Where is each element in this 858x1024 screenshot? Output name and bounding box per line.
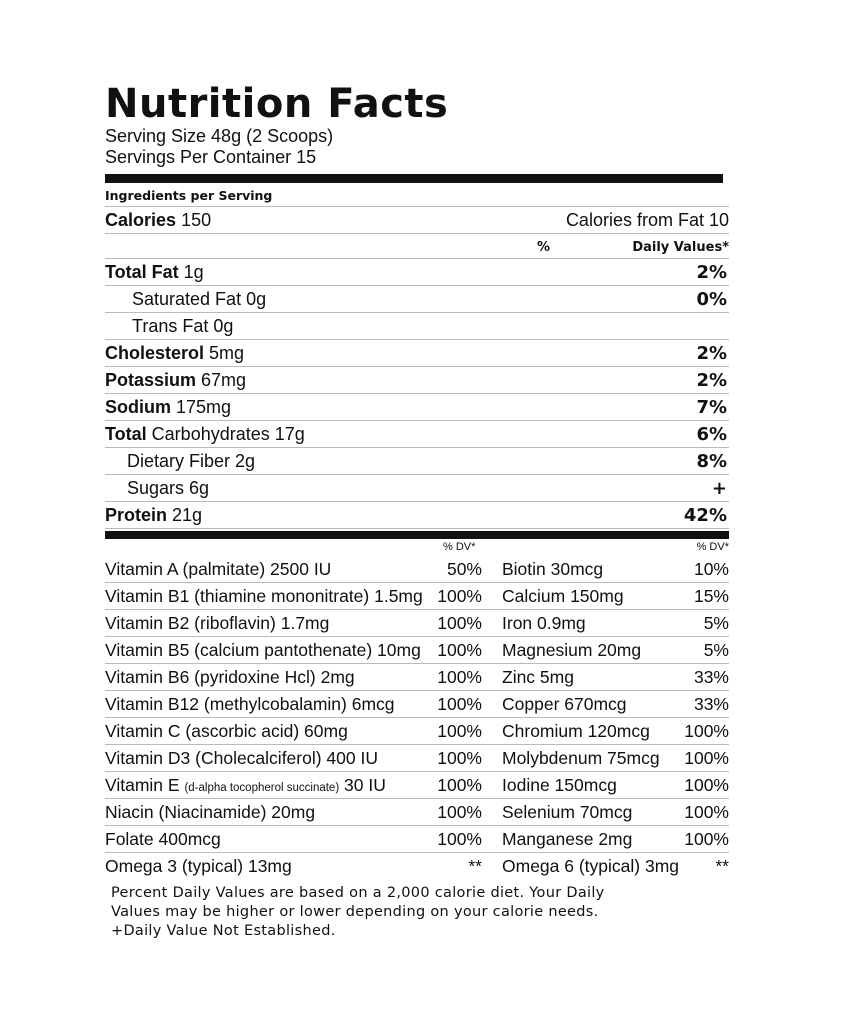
vitamin-dv-left: 100% <box>437 774 482 795</box>
vitamin-name-text: Niacin (Niacinamide) 20mg <box>105 801 316 822</box>
vitamin-name-text: Vitamin B5 (calcium pantothenate) 10mg <box>105 639 421 660</box>
nutrient-amount: Trans Fat 0g <box>132 315 234 336</box>
vitamin-dv-right: 100% <box>684 828 729 849</box>
vitamin-name-right: Zinc 5mg <box>502 666 574 687</box>
vitamin-dv-right: 33% <box>693 666 729 687</box>
nutrient-name-bold: Cholesterol <box>105 342 205 363</box>
label-title: Nutrition Facts <box>105 81 449 127</box>
vitamin-dv-header-right: % DV* <box>696 541 729 553</box>
nutrient-amount: 21g <box>167 504 203 525</box>
vitamin-dv-right: 10% <box>693 558 729 579</box>
vitamin-dv-header-left: % DV* <box>443 541 476 553</box>
nutrient-amount: 1g <box>178 261 204 282</box>
vitamin-row <box>105 799 729 826</box>
nutrient-name <box>105 262 204 283</box>
vitamin-name-text: Vitamin B6 (pyridoxine Hcl) 2mg <box>105 666 355 687</box>
nutrient-row <box>105 394 729 421</box>
vitamin-row <box>105 772 729 799</box>
nutrient-row <box>105 475 729 502</box>
nutrient-name-bold: Total <box>105 423 147 444</box>
vitamin-dv-right: ** <box>715 856 729 876</box>
nutrient-name-bold: Protein <box>105 504 168 525</box>
nutrient-daily-value: 2% <box>696 342 727 364</box>
thick-divider-2 <box>105 531 729 539</box>
vitamin-dv-right: 33% <box>693 693 729 714</box>
nutrient-name-bold: Potassium <box>105 369 197 390</box>
vitamin-name-text: Vitamin B2 (riboflavin) 1.7mg <box>105 612 330 633</box>
nutrient-name <box>105 343 244 364</box>
vitamin-dv-left: 100% <box>437 747 482 768</box>
servings-per-container: Servings Per Container 15 <box>105 147 317 167</box>
vitamin-dv-left: 100% <box>437 720 482 741</box>
vitamin-row <box>105 853 729 880</box>
vitamin-row <box>105 691 729 718</box>
nutrient-amount: Dietary Fiber 2g <box>127 450 256 471</box>
vitamin-name-amount: 30 IU <box>344 774 386 795</box>
nutrient-name-bold: Total Fat <box>105 261 179 282</box>
calories-label: Calories <box>105 209 177 230</box>
calories-row <box>105 207 729 234</box>
vitamin-name-left <box>105 721 433 742</box>
vitamin-name-left <box>105 640 433 661</box>
vitamin-name-right: Calcium 150mg <box>502 585 624 606</box>
vitamin-row <box>105 610 729 637</box>
nutrient-daily-value: 8% <box>696 450 727 472</box>
thick-divider <box>105 174 723 183</box>
footnote-line: +Daily Value Not Established. <box>111 923 336 939</box>
nutrient-name <box>105 397 231 418</box>
nutrition-facts-panel <box>105 82 729 941</box>
nutrient-amount: 5mg <box>204 342 245 363</box>
vitamin-row <box>105 664 729 691</box>
vitamin-name-left <box>105 694 433 715</box>
ingredients-header: Ingredients per Serving <box>105 183 729 207</box>
vitamin-name-right: Chromium 120mcg <box>502 720 650 741</box>
dv-header-label: Daily Values* <box>632 240 729 255</box>
vitamin-name-text: Vitamin D3 (Cholecalciferol) 400 IU <box>105 747 378 768</box>
vitamin-name-left <box>105 829 433 850</box>
nutrient-name <box>105 478 209 499</box>
vitamin-name-left <box>105 613 433 634</box>
nutrient-name <box>105 424 305 445</box>
daily-values-header <box>105 234 729 259</box>
vitamin-name-detail: (d-alpha tocopherol succinate) <box>184 781 340 794</box>
vitamin-name-right: Copper 670mcg <box>502 693 627 714</box>
vitamin-row <box>105 637 729 664</box>
vitamin-row <box>105 556 729 583</box>
nutrient-daily-value: 6% <box>696 423 727 445</box>
nutrient-daily-value: + <box>711 477 727 499</box>
calories-from-fat: Calories from Fat 10 <box>565 209 729 230</box>
vitamin-dv-right: 5% <box>703 639 729 660</box>
footnote <box>105 884 729 941</box>
nutrient-name <box>105 451 255 472</box>
nutrient-name <box>105 316 233 337</box>
vitamin-name-text: Vitamin C (ascorbic acid) 60mg <box>105 720 348 741</box>
vitamin-name-left <box>105 667 433 688</box>
serving-size: Serving Size 48g (2 Scoops) <box>105 126 334 146</box>
vitamin-name-left <box>105 775 433 796</box>
dv-percent-symbol: % <box>537 240 551 255</box>
calories-value: 150 <box>181 209 212 230</box>
vitamin-name-text: Vitamin B1 (thiamine mononitrate) 1.5mg <box>105 585 423 606</box>
vitamin-dv-left: 100% <box>437 828 482 849</box>
nutrient-row <box>105 286 729 313</box>
vitamin-name-right: Omega 6 (typical) 3mg <box>502 856 680 876</box>
vitamin-name-text: Omega 3 (typical) 13mg <box>105 856 292 876</box>
footnote-line: Values may be higher or lower depending on your calorie needs. <box>111 904 599 920</box>
vitamin-dv-header <box>105 539 729 556</box>
vitamin-name-right: Manganese 2mg <box>502 828 633 849</box>
nutrient-amount: Carbohydrates 17g <box>146 423 305 444</box>
vitamin-name-right: Selenium 70mcg <box>502 801 633 822</box>
vitamin-name-right: Biotin 30mcg <box>502 558 604 579</box>
vitamin-dv-left: 100% <box>437 801 482 822</box>
nutrient-daily-value: 7% <box>696 396 727 418</box>
nutrient-row <box>105 502 729 529</box>
vitamin-dv-right: 100% <box>684 801 729 822</box>
nutrient-daily-value: 2% <box>696 369 727 391</box>
vitamin-row <box>105 718 729 745</box>
nutrient-name <box>105 505 202 526</box>
nutrient-daily-value: 42% <box>683 504 727 526</box>
nutrient-name <box>105 289 266 310</box>
nutrient-list <box>105 259 729 529</box>
vitamin-name-left <box>105 559 433 580</box>
nutrient-row <box>105 448 729 475</box>
vitamin-dv-right: 100% <box>684 774 729 795</box>
vitamin-name-text: Folate 400mcg <box>105 828 221 849</box>
vitamin-dv-left: 100% <box>437 693 482 714</box>
nutrient-row <box>105 421 729 448</box>
nutrient-daily-value: 2% <box>696 261 727 283</box>
vitamin-name-left <box>105 586 433 607</box>
vitamin-dv-left: 100% <box>437 612 482 633</box>
vitamin-table <box>105 556 729 880</box>
vitamin-name-text: Vitamin E <box>105 774 180 795</box>
nutrient-row <box>105 367 729 394</box>
nutrient-name <box>105 370 246 391</box>
vitamin-dv-right: 5% <box>703 612 729 633</box>
nutrient-amount: Saturated Fat 0g <box>132 288 267 309</box>
nutrient-daily-value: 0% <box>696 288 727 310</box>
vitamin-name-text: Vitamin A (palmitate) 2500 IU <box>105 558 332 579</box>
vitamin-dv-left: 100% <box>437 585 482 606</box>
nutrient-row <box>105 313 729 340</box>
vitamin-name-right: Magnesium 20mg <box>502 639 642 660</box>
nutrient-row <box>105 340 729 367</box>
vitamin-name-right: Iodine 150mcg <box>502 774 617 795</box>
vitamin-name-right: Iron 0.9mg <box>502 612 586 633</box>
vitamin-dv-right: 100% <box>684 720 729 741</box>
nutrient-amount: Sugars 6g <box>127 477 210 498</box>
vitamin-dv-right: 15% <box>693 585 729 606</box>
vitamin-row <box>105 826 729 853</box>
vitamin-row <box>105 745 729 772</box>
nutrient-amount: 67mg <box>196 369 247 390</box>
vitamin-dv-right: 100% <box>684 747 729 768</box>
vitamin-dv-left: 100% <box>437 666 482 687</box>
nutrient-amount: 175mg <box>171 396 232 417</box>
vitamin-dv-left: ** <box>468 856 482 876</box>
vitamin-name-left <box>105 802 433 823</box>
vitamin-dv-left: 50% <box>446 558 482 579</box>
footnote-line: Percent Daily Values are based on a 2,000 calorie diet. Your Daily <box>111 885 605 901</box>
vitamin-dv-left: 100% <box>437 639 482 660</box>
vitamin-name-text: Vitamin B12 (methylcobalamin) 6mcg <box>105 693 395 714</box>
nutrient-name-bold: Sodium <box>105 396 171 417</box>
vitamin-row <box>105 583 729 610</box>
vitamin-name-left <box>105 856 433 877</box>
nutrient-row <box>105 259 729 286</box>
vitamin-name-left <box>105 748 433 769</box>
vitamin-name-right: Molybdenum 75mcg <box>502 747 660 768</box>
